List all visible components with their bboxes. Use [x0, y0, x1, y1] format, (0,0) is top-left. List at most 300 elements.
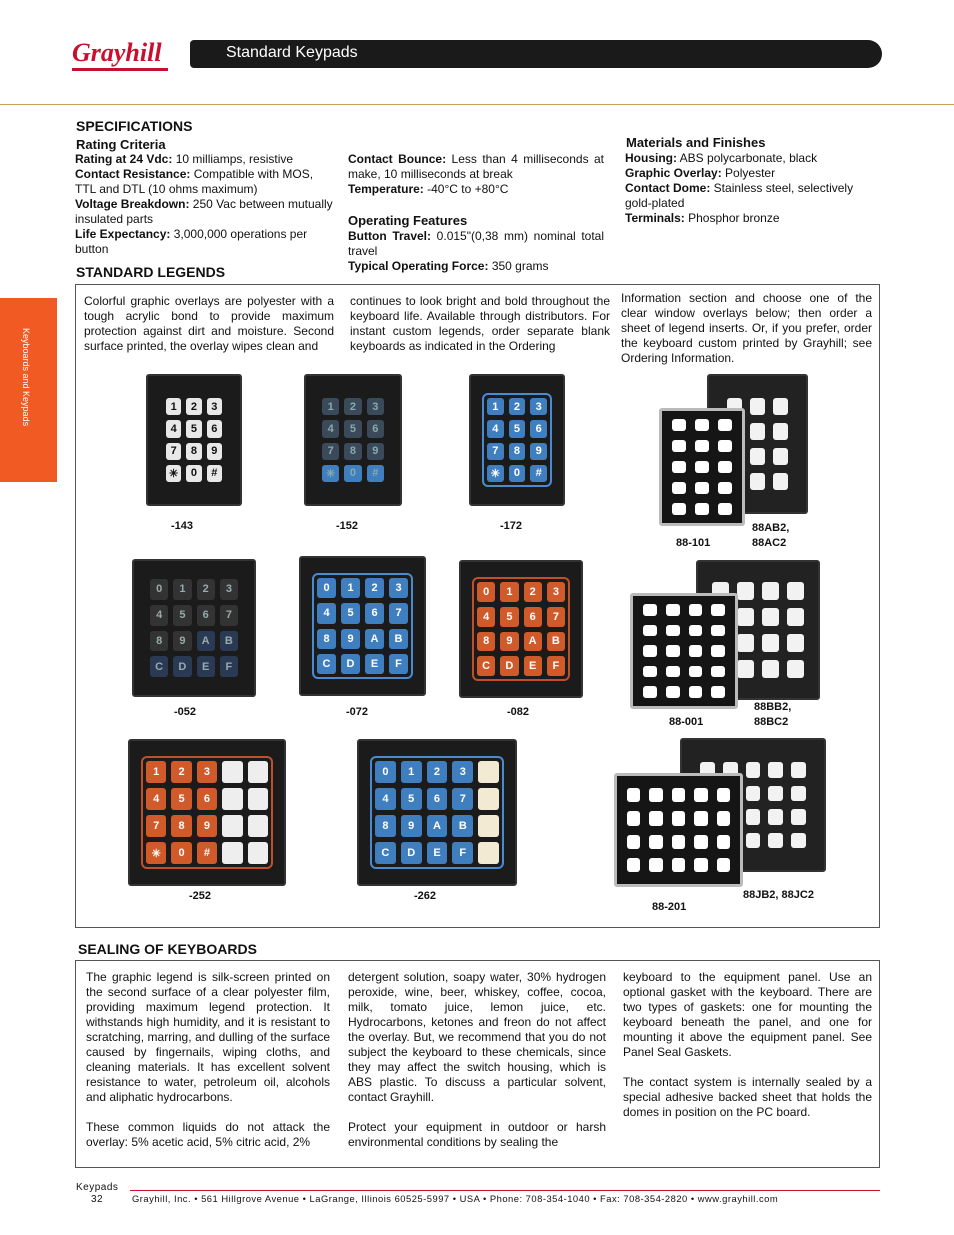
key-label: 0 [513, 467, 521, 480]
specs-col1 [75, 152, 335, 257]
key-label: F [459, 847, 467, 859]
label-88jb2: 88JB2, 88JC2 [743, 889, 814, 901]
sealing-p6: The contact system is internally sealed by a special adhesive backed sheet that holds the domes in position on the PC board. [623, 1075, 872, 1119]
keypad-key [768, 809, 783, 825]
key-label: 1 [327, 400, 334, 413]
keypad-key [477, 582, 495, 602]
keypad-key [146, 815, 166, 837]
keypad-052 [132, 559, 256, 697]
keypad-172 [469, 374, 565, 506]
key-label: 9 [347, 632, 354, 645]
keypad-key [197, 842, 217, 864]
key-label: 6 [433, 793, 441, 805]
side-tab[interactable] [0, 298, 57, 482]
keypad-key [173, 631, 191, 652]
keypad-key [150, 579, 168, 600]
keypad-key [773, 448, 788, 465]
keypad-key [222, 788, 242, 810]
key-label: A [433, 820, 441, 832]
keypad-key [746, 762, 761, 778]
keypad-key [220, 656, 238, 677]
keypad-key [150, 631, 168, 652]
key-label: 2 [349, 400, 357, 413]
keypad-key [791, 762, 806, 778]
keypad-key [375, 788, 396, 810]
key-label: 6 [203, 793, 211, 805]
keypad-key [166, 443, 181, 460]
key-label: C [155, 660, 164, 673]
key-label: 6 [535, 422, 542, 435]
keypad-152 [304, 374, 402, 506]
keypad-key [248, 788, 268, 810]
keypad-key [694, 811, 707, 825]
key-label: 2 [202, 583, 209, 596]
key-label: 5 [178, 793, 185, 805]
keypad-key [695, 440, 709, 452]
keypad-key [762, 660, 779, 678]
key-label: ✳ [169, 467, 179, 480]
key-label: 8 [178, 820, 185, 832]
keypad-88-101 [659, 408, 745, 526]
keypad-key [643, 686, 657, 698]
keypad-key [737, 582, 754, 600]
keypad-key [401, 842, 422, 864]
key-label: 3 [395, 582, 402, 595]
key-label: 3 [211, 400, 218, 413]
keypad-key [146, 761, 166, 783]
key-label: 2 [529, 585, 536, 598]
keypad-key [672, 835, 685, 849]
keypad-key [427, 842, 448, 864]
keypad-key [718, 461, 732, 473]
keypad-key [695, 419, 709, 431]
keypad-key [452, 761, 473, 783]
keypad-key [768, 786, 783, 802]
key-label: # [211, 467, 218, 480]
keypad-key [222, 842, 242, 864]
key-label: 4 [382, 793, 389, 805]
keypad-key [672, 503, 686, 515]
key-label: 4 [492, 422, 499, 435]
key-label: 4 [153, 793, 160, 805]
sealing-col1 [86, 970, 330, 1150]
key-label: 3 [225, 583, 232, 596]
keypad-key [478, 761, 499, 783]
key-label: 1 [492, 400, 499, 413]
keypad-key [171, 761, 191, 783]
grayhill-logo: Grayhill [72, 38, 162, 67]
key-label: 5 [506, 610, 513, 623]
keypad-key [762, 582, 779, 600]
keypad-key [367, 420, 384, 437]
keypad-key [524, 607, 542, 627]
keypad-key [672, 482, 686, 494]
keypad-key [197, 788, 217, 810]
label-152: -152 [336, 520, 359, 532]
keypad-key [452, 815, 473, 837]
key-label: B [458, 820, 467, 832]
key-label: 0 [323, 582, 330, 595]
keypad-key [711, 666, 725, 678]
key-label: 2 [433, 766, 441, 778]
key-label: 9 [408, 820, 415, 832]
key-label: D [346, 657, 355, 670]
keypad-key [365, 578, 384, 598]
keypad-key [750, 398, 765, 415]
footer-divider [130, 1190, 880, 1191]
key-label: 9 [372, 445, 379, 458]
keypad-key [341, 578, 360, 598]
keypad-key [718, 440, 732, 452]
key-label: 9 [535, 445, 542, 458]
keypad-key [689, 625, 703, 637]
key-label: 1 [408, 766, 415, 778]
spec-item: Button Travel: 0.015"(0,38 mm) nominal total travel [348, 229, 605, 258]
keypad-key [694, 788, 707, 802]
key-label: 7 [552, 610, 559, 623]
key-label: # [535, 467, 542, 480]
keypad-key [643, 625, 657, 637]
keypad-key [509, 465, 526, 482]
keypad-key [477, 632, 495, 652]
legends-heading: STANDARD LEGENDS [76, 264, 226, 280]
key-label: 6 [211, 422, 218, 435]
keypad-key [344, 443, 361, 460]
keypad-key [487, 420, 504, 437]
key-label: B [551, 635, 560, 648]
keypad-key [689, 666, 703, 678]
keypad-key [367, 398, 384, 415]
key-label: C [322, 657, 331, 670]
keypad-key [186, 443, 201, 460]
keypad-key [365, 603, 384, 623]
keypad-key [197, 815, 217, 837]
key-label: 1 [170, 400, 177, 413]
keypad-key [171, 788, 191, 810]
keypad-key [248, 815, 268, 837]
key-label: C [482, 660, 491, 673]
keypad-key [317, 629, 336, 649]
label-88ac2: 88AC2 [752, 537, 787, 549]
keypad-key [341, 603, 360, 623]
keypad-key [746, 833, 761, 849]
key-label: 5 [513, 422, 521, 435]
keypad-key [524, 582, 542, 602]
key-label: ✳ [490, 467, 500, 480]
specs-col3 [625, 151, 883, 226]
keypad-072 [299, 556, 426, 696]
spec-item: Contact Resistance: Compatible with MOS, TTL and DTL (10 ohms maximum) [75, 167, 314, 196]
spec-item: Life Expectancy: 3,000,000 operations per button [75, 227, 308, 256]
key-label: 8 [190, 445, 198, 458]
sealing-col2 [348, 970, 606, 1150]
key-label: 8 [156, 634, 163, 647]
keypad-key [166, 398, 181, 415]
keypad-key [427, 761, 448, 783]
key-label: 7 [327, 445, 334, 458]
keypad-key [773, 423, 788, 440]
key-label: 8 [483, 635, 490, 648]
key-label: 0 [178, 847, 185, 859]
keypad-key [173, 605, 191, 626]
key-label: 6 [371, 607, 378, 620]
keypad-key [427, 788, 448, 810]
key-label: E [370, 657, 379, 670]
keypad-key [547, 656, 565, 676]
key-label: 0 [483, 585, 490, 598]
keypad-key [737, 660, 754, 678]
key-label: 7 [459, 793, 466, 805]
keypad-key [452, 842, 473, 864]
keypad-262 [357, 739, 517, 886]
keypad-key [344, 398, 361, 415]
keypad-key [717, 835, 730, 849]
spec-item: Typical Operating Force: 350 grams [348, 259, 549, 273]
sealing-p2: These common liquids do not attack the overlay: 5% acetic acid, 5% citric acid, 2% [86, 1120, 330, 1149]
keypad-key [487, 465, 504, 482]
keypad-key [341, 654, 360, 674]
keypad-key [746, 809, 761, 825]
key-label: 5 [349, 422, 357, 435]
keypad-key [487, 443, 504, 460]
label-052: -052 [174, 706, 197, 718]
key-label: 1 [506, 585, 513, 598]
keypad-key [317, 603, 336, 623]
spec-item: Graphic Overlay: Polyester [625, 166, 776, 180]
keypad-key [718, 419, 732, 431]
footer-address: Grayhill, Inc. • 561 Hillgrove Avenue • LaGrange, Illinois 60525-5997 • USA • Phone: 708-354-1040 • Fax: 708-354-2820 • www.grayhill.com [132, 1193, 779, 1204]
keypad-key [322, 465, 339, 482]
keypad-key [220, 605, 238, 626]
keypad-key [762, 634, 779, 652]
label-88-201: 88-201 [652, 901, 687, 913]
keypad-key [717, 858, 730, 872]
keypad-key [768, 762, 783, 778]
key-label: D [505, 660, 514, 673]
keypad-key [365, 654, 384, 674]
spec-item: Rating at 24 Vdc: 10 milliamps, resistive [75, 152, 294, 166]
page-title-bar [190, 40, 882, 68]
keypad-key [666, 666, 680, 678]
keypad-key [186, 398, 201, 415]
keypad-key [173, 579, 191, 600]
label-082: -082 [507, 706, 530, 718]
keypad-key [787, 634, 804, 652]
sealing-p3: detergent solution, soapy water, 30% hydrogen peroxide, wine, beer, whiskey, coffee, cocoa, milk, tomato juice, lemon juice, etc. Hydrocarbons, ketones and freon do not affect the overlay. But, we recommend that you do not subject the keyboard to these chemicals, since they may affect the switch housing, which is ABS plastic. To discuss a particular solvent, contact Grayhill. [348, 970, 606, 1104]
keypad-key [375, 815, 396, 837]
label-072: -072 [346, 706, 369, 718]
keypad-key [500, 582, 518, 602]
header-divider [0, 104, 954, 105]
keypad-key [530, 398, 547, 415]
keypad-key [186, 465, 201, 482]
keypad-key [452, 788, 473, 810]
keypad-key [401, 761, 422, 783]
key-label: A [201, 634, 210, 647]
keypad-key [197, 656, 215, 677]
spec-item: Temperature: -40°C to +80°C [348, 182, 509, 196]
key-label: ✳ [326, 467, 336, 480]
keypad-key [222, 761, 242, 783]
keypad-key [695, 503, 709, 515]
key-label: # [203, 847, 211, 859]
keypad-key [718, 503, 732, 515]
spec-item: Contact Bounce: Less than 4 milliseconds at make, 10 milliseconds at break [348, 152, 605, 181]
keypad-key [718, 482, 732, 494]
key-label: 2 [371, 582, 378, 595]
specs-col2 [348, 152, 604, 197]
key-label: 6 [529, 610, 536, 623]
key-label: 9 [506, 635, 513, 648]
keypad-key [672, 461, 686, 473]
keypad-key [547, 632, 565, 652]
keypad-252 [128, 739, 286, 886]
keypad-key [750, 423, 765, 440]
sealing-p5: keyboard to the equipment panel. Use an optional gasket with the keyboard. There are two types of gaskets: one for mounting the keyboard beneath the panel, and one for mounting it above the equipment panel. See Panel Seal Gaskets. [623, 970, 872, 1059]
key-label: 7 [170, 445, 177, 458]
key-label: 0 [349, 467, 357, 480]
keypad-88-201 [614, 773, 743, 887]
keypad-key [737, 634, 754, 652]
page-number: 32 [91, 1194, 104, 1205]
keypad-key [672, 440, 686, 452]
rating-heading: Rating Criteria [76, 137, 166, 152]
label-88-001: 88-001 [669, 716, 704, 728]
label-88-101: 88-101 [676, 537, 711, 549]
key-label: D [178, 660, 187, 673]
keypad-key [222, 815, 242, 837]
keypad-key [666, 645, 680, 657]
keypad-key [478, 842, 499, 864]
label-143: -143 [171, 520, 194, 532]
keypad-88-001 [630, 593, 738, 709]
key-label: A [370, 632, 379, 645]
keypad-key [166, 420, 181, 437]
spec-item: Voltage Breakdown: 250 Vac between mutually insulated parts [75, 197, 333, 226]
keypad-key [649, 811, 662, 825]
keypad-key [197, 631, 215, 652]
key-label: A [528, 635, 537, 648]
key-label: 3 [372, 400, 379, 413]
key-label: 6 [202, 609, 209, 622]
keypad-key [389, 578, 408, 598]
keypad-key [248, 761, 268, 783]
keypad-key [509, 398, 526, 415]
keypad-key [478, 788, 499, 810]
key-label: 5 [347, 607, 354, 620]
keypad-key [643, 666, 657, 678]
key-label: E [528, 660, 537, 673]
keypad-key [530, 443, 547, 460]
key-label: 0 [382, 766, 389, 778]
keypad-key [207, 465, 222, 482]
keypad-key [695, 461, 709, 473]
keypad-key [197, 761, 217, 783]
legends-p3: Information section and choose one of the clear window overlays below; then order a sheet of legend inserts. Or, if you prefer, order the keyboard custom printed by Grayhill; see Ordering Information. [621, 291, 872, 365]
keypad-key [344, 465, 361, 482]
keypad-key [717, 788, 730, 802]
keypad-key [367, 443, 384, 460]
label-88bb2: 88BB2, [754, 701, 792, 713]
key-label: ✳ [151, 847, 161, 860]
key-label: 7 [492, 445, 499, 458]
label-88bc2: 88BC2 [754, 716, 789, 728]
specs-col2b [348, 229, 604, 274]
keypad-key [500, 632, 518, 652]
spec-item: Terminals: Phosphor bronze [625, 211, 780, 225]
keypad-key [530, 465, 547, 482]
keypad-key [427, 815, 448, 837]
page-title: Standard Keypads [226, 44, 358, 61]
keypad-143 [146, 374, 242, 506]
key-label: 0 [156, 583, 163, 596]
keypad-key [768, 833, 783, 849]
keypad-key [711, 625, 725, 637]
keypad-key [150, 605, 168, 626]
keypad-key [322, 443, 339, 460]
keypad-key [643, 604, 657, 616]
keypad-key [509, 420, 526, 437]
keypad-key [207, 398, 222, 415]
key-label: 4 [323, 607, 330, 620]
materials-heading: Materials and Finishes [626, 135, 766, 150]
keypad-key [477, 607, 495, 627]
keypad-key [530, 420, 547, 437]
side-tab-label: Keyboards and Keypads [21, 328, 31, 427]
keypad-key [643, 645, 657, 657]
keypad-key [186, 420, 201, 437]
key-label: 9 [179, 634, 186, 647]
keypad-key [694, 835, 707, 849]
keypad-key [689, 686, 703, 698]
key-label: B [394, 632, 403, 645]
keypad-key [478, 815, 499, 837]
key-label: 8 [382, 820, 389, 832]
keypad-key [317, 578, 336, 598]
keypad-key [717, 811, 730, 825]
key-label: 7 [395, 607, 402, 620]
key-label: 5 [408, 793, 415, 805]
keypad-key [389, 654, 408, 674]
keypad-key [322, 398, 339, 415]
keypad-key [694, 858, 707, 872]
keypad-key [762, 608, 779, 626]
key-label: 7 [153, 820, 160, 832]
keypad-key [649, 788, 662, 802]
sealing-p4: Protect your equipment in outdoor or harsh environmental conditions by sealing the [348, 1120, 606, 1149]
keypad-key [146, 788, 166, 810]
keypad-key [197, 605, 215, 626]
keypad-082 [459, 560, 583, 698]
sealing-p1: The graphic legend is silk-screen printed on the second surface of a clear polyester film, providing maximum legend protection. It withstands high humidity, and it is resistant to scratching, marring, and dulling of the surface caused by fingernails, wiping cloths, and cleaning materials. It has excellent solvent resistance to water, petroleum oil, alcohols and aliphatic hydrocarbons. [86, 970, 330, 1104]
key-label: 4 [483, 610, 490, 623]
keypad-key [197, 579, 215, 600]
keypad-key [509, 443, 526, 460]
key-label: 2 [178, 766, 185, 778]
keypad-key [547, 607, 565, 627]
keypad-key [711, 645, 725, 657]
keypad-key [791, 809, 806, 825]
keypad-key [171, 815, 191, 837]
label-252: -252 [189, 890, 212, 902]
keypad-key [401, 788, 422, 810]
keypad-key [375, 761, 396, 783]
keypad-key [171, 842, 191, 864]
keypad-key [375, 842, 396, 864]
keypad-key [173, 656, 191, 677]
keypad-key [220, 631, 238, 652]
key-label: 4 [327, 422, 334, 435]
